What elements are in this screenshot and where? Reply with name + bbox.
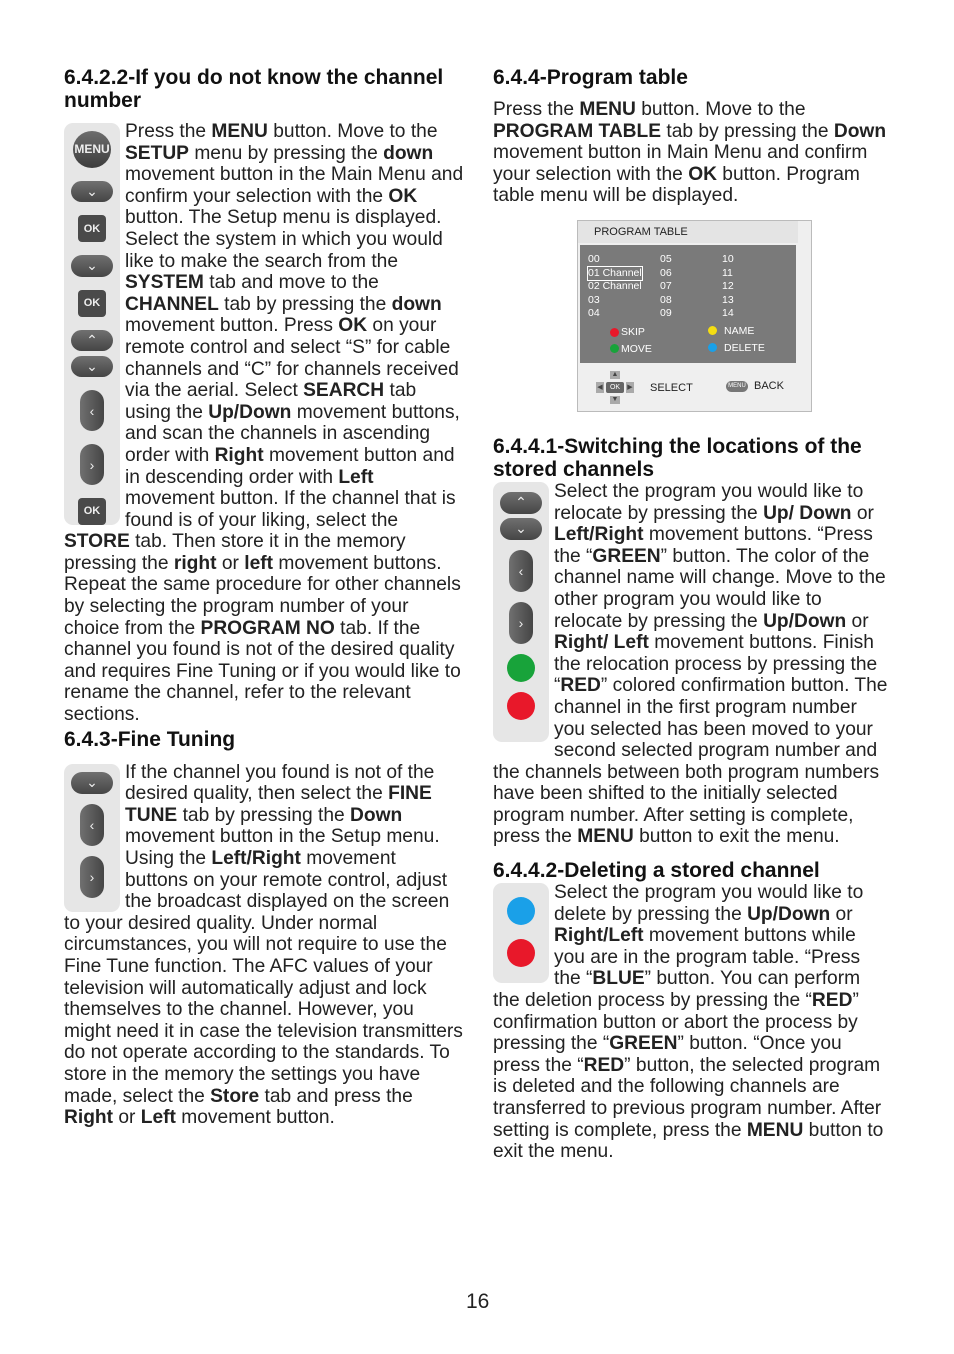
text-run: movement button. If the channel that is found is of your liking, select the (125, 488, 456, 531)
text-run: or (830, 903, 853, 925)
section-heading-deleting: 6.4.4.2-Deleting a stored channel (493, 859, 820, 883)
section-heading-switching: 6.4.4.1-Switching the locations of the stored channels (493, 434, 862, 481)
text-run: Select the program you would like to delete by pressing the (554, 882, 864, 925)
bold-term: MENU (746, 1119, 804, 1141)
channel-column-3 (722, 253, 734, 321)
channel-column-2 (660, 253, 672, 321)
bold-term: down (383, 142, 434, 164)
channel-cell: 11 (722, 266, 733, 279)
text-run: tab and press the (259, 1085, 413, 1107)
paragraph-switching (493, 481, 888, 848)
text-run: movement button in the Main Menu and confirm your selection with the (125, 164, 464, 207)
bold-term: CHANNEL (125, 293, 219, 315)
text-run: movement button in the Setup menu. Using the (125, 826, 440, 869)
text-run: If the channel you found is not of the desired quality, then select the (125, 761, 435, 805)
red-dot-icon (610, 328, 619, 337)
text-run: or (851, 502, 874, 524)
down-arrow-icon: ⌄ (71, 356, 113, 377)
bold-term: right (173, 552, 217, 574)
down-arrow-icon: ⌄ (71, 772, 113, 794)
bold-term: SYSTEM (125, 272, 204, 294)
bold-term: Down (833, 120, 887, 142)
left-arrow-icon: ‹ (509, 550, 533, 592)
text-run: ” button. “Once you press the “ (493, 1033, 842, 1076)
ok-button-icon: OK (78, 498, 106, 525)
bold-term: Right/Left (554, 925, 644, 947)
text-run: movement buttons while you are in the program table. “Press the “ (554, 925, 861, 990)
bold-term: PROGRAM TABLE (493, 120, 662, 142)
channel-cell: 03 (588, 293, 600, 306)
nav-pad-icon: ▲ ◀ OK ▶ ▼ (597, 371, 633, 403)
remote-buttons-panel (64, 123, 120, 525)
remote-buttons-panel-fine (64, 764, 120, 912)
blue-dot-icon (708, 343, 717, 352)
bold-term: OK (688, 163, 717, 185)
bold-term: Store (210, 1085, 260, 1107)
text-run: tab using the (125, 380, 417, 423)
bold-term: down (391, 293, 442, 315)
channel-cell: 08 (660, 293, 672, 306)
menu-button-icon: MENU (73, 131, 111, 168)
text-run: Select the program you would like to relocate by pressing the (554, 480, 864, 524)
program-table-title: PROGRAM TABLE (578, 221, 798, 243)
bold-term: RED (560, 675, 601, 697)
right-arrow-icon: › (80, 856, 104, 898)
section-heading-fine-tuning: 6.4.3-Fine Tuning (64, 727, 236, 751)
text-run: button. Program table menu will be displayed. (493, 163, 860, 207)
yellow-dot-icon (708, 326, 717, 335)
paragraph-deleting (493, 882, 888, 1163)
text-run: movement buttons. “Press the “ (554, 524, 873, 567)
paragraph-program-table (493, 99, 888, 207)
text-run: ” button. The color of the channel name will change. Move to the other program you would like to relocate by pressing the (554, 545, 886, 632)
text-run: Press the (493, 99, 580, 120)
right-arrow-icon: › (509, 602, 533, 644)
channel-cell: 06 (660, 266, 672, 279)
text-run: button to exit the menu. (633, 826, 840, 848)
ok-mini-icon: OK (606, 382, 624, 393)
text-run: or (113, 1107, 141, 1129)
text-run: button to exit the menu. (493, 1119, 884, 1163)
text-run: movement buttons. Repeat the same procedure for other channels by selecting the program number of your choice from the (64, 552, 461, 639)
bold-term: SETUP (125, 142, 189, 164)
bold-term: Right (214, 444, 264, 466)
text-run: or (846, 610, 869, 632)
bold-term: Up/Down (763, 610, 847, 632)
bold-term: BLUE (592, 968, 645, 990)
bold-term: Up/Down (747, 903, 831, 925)
text-run: tab. Then store it in the memory pressing the (64, 531, 406, 574)
text-run: ” colored confirmation button. The channel in the first program number you selected has been moved to your second selected program number and the channels between both program numbers have been shifted to the initially selected program number. After setting is complete, press the (493, 675, 888, 848)
text-run: on your remote control and select “S” for cable channels and “C” for channels received via the aerial. Select (125, 315, 459, 402)
section-heading-program-table: 6.4.4-Program table (493, 66, 688, 89)
ok-button-icon: OK (78, 215, 106, 242)
ok-button-icon: OK (78, 290, 106, 317)
remote-buttons-panel-delete (493, 883, 549, 983)
bold-term: GREEN (592, 545, 661, 567)
bold-term: SEARCH (303, 380, 385, 402)
left-column (64, 66, 464, 1129)
select-label: SELECT (650, 382, 693, 394)
text-run: tab by pressing the (177, 804, 351, 826)
bold-term: MENU (579, 99, 636, 120)
text-run: movement button. Press (125, 315, 339, 337)
bold-term: left (244, 552, 274, 574)
text-run: menu by pressing the (188, 142, 384, 164)
text-run: ” button. You can perform the deletion process by pressing the “ (493, 968, 861, 1012)
delete-label: DELETE (724, 342, 765, 354)
skip-label: SKIP (621, 326, 645, 338)
text-run: tab by pressing the (661, 120, 834, 142)
channel-cell: 14 (722, 307, 734, 319)
channel-cell: 12 (722, 280, 734, 292)
name-label: NAME (724, 325, 755, 337)
text-run: button. Move to the (267, 121, 438, 142)
down-arrow-icon: ⌄ (500, 518, 542, 540)
channel-cell: 00 (588, 253, 600, 265)
bold-term: Up/ Down (763, 502, 852, 524)
bold-term: Left/Right (554, 524, 644, 546)
red-button-icon (507, 692, 535, 720)
red-button-icon (507, 939, 535, 967)
text-run: movement button in Main Menu and confirm your selection with the (493, 142, 868, 185)
page-number: 16 (466, 1290, 490, 1313)
bold-term: Down (350, 804, 403, 826)
bold-term: FINE TUNE (125, 783, 432, 826)
move-label: MOVE (621, 343, 652, 355)
text-run: movement buttons. Finish the relocation process by pressing the “ (554, 632, 878, 697)
bold-term: Left/Right (211, 848, 301, 869)
text-run: movement button and in descending order with (125, 444, 455, 488)
channel-cell: 10 (722, 253, 734, 265)
right-arrow-icon: › (80, 444, 104, 485)
bold-term: PROGRAM NO (200, 617, 335, 639)
bold-term: GREEN (609, 1033, 678, 1055)
bold-term: OK (388, 185, 418, 207)
bold-term: Right (64, 1107, 114, 1129)
channel-cell: 05 (660, 253, 672, 265)
back-label: BACK (754, 380, 784, 392)
bold-term: MENU (211, 121, 268, 142)
paragraph-fine-tuning (64, 762, 464, 1129)
bold-term: Right/ Left (554, 632, 649, 654)
text-run: tab and move to the (203, 272, 379, 294)
channel-cell: 13 (722, 293, 734, 306)
bold-term: Up/Down (208, 401, 292, 423)
left-arrow-icon: ‹ (80, 804, 104, 846)
bold-term: MENU (577, 826, 634, 848)
text-run: button. The Setup menu is displayed. Select the system in which you would like to make the search from the (125, 207, 443, 272)
bold-term: Left (338, 466, 374, 488)
text-run: movement buttons on your remote control, adjust the broadcast displayed on the screen to your desired quality. Under normal circumstances, you will not require to use the Fine Tune function. The AFC values of your television will automatically adjust and lock themselves to the channel. However, you might need it in case the television transmitters do not operate according to the standards. To store in the memory the settings you have made, select the (64, 848, 463, 1107)
text-run: Press the (125, 121, 212, 142)
program-table-grid (580, 245, 796, 363)
channel-cell: 07 (660, 280, 672, 292)
channel-cell: 02 Channel (588, 280, 642, 292)
bold-term: Left (140, 1107, 176, 1129)
text-run: movement buttons, and scan the channels in ascending order with (125, 401, 460, 466)
text-run: tab. If the channel you found is not of the desired quality and requires Fine Tuning or if you would like to rename the channel, refer to the relevant sections. (64, 617, 461, 726)
green-button-icon (507, 654, 535, 682)
channel-column-1 (588, 253, 642, 321)
channel-cell: 09 (660, 307, 672, 319)
bold-term: RED (811, 990, 853, 1012)
text-run: ” button, the selected program is deleted and the following channels are transferred to previous program number. After setting is complete, press the (493, 1054, 882, 1141)
menu-mini-icon: MENU (726, 381, 748, 392)
text-run: movement button. (175, 1107, 335, 1129)
bold-term: RED (583, 1054, 625, 1076)
blue-button-icon (507, 897, 535, 925)
paragraph-unknown-channel (64, 121, 464, 726)
text-run: or (216, 552, 245, 574)
up-arrow-icon: ⌃ (500, 492, 542, 514)
section-heading-unknown-channel: 6.4.2.2-If you do not know the channel number (64, 66, 444, 112)
bold-term: STORE (64, 531, 130, 553)
channel-cell: 04 (588, 307, 600, 319)
left-arrow-icon: ‹ (80, 390, 104, 431)
down-arrow-icon: ⌄ (71, 181, 113, 202)
bold-term: OK (338, 315, 368, 337)
channel-cell-selected: 01 Channel (588, 266, 642, 279)
green-dot-icon (610, 344, 619, 353)
down-arrow-icon: ⌄ (71, 255, 113, 276)
remote-buttons-panel-switch (493, 482, 549, 742)
text-run: tab by pressing the (218, 293, 392, 315)
program-table-screen (577, 220, 812, 412)
text-run: button. Move to the (635, 99, 806, 120)
up-arrow-icon: ⌃ (71, 330, 113, 351)
text-run: ” confirmation button or abort the process by pressing the “ (493, 990, 859, 1055)
